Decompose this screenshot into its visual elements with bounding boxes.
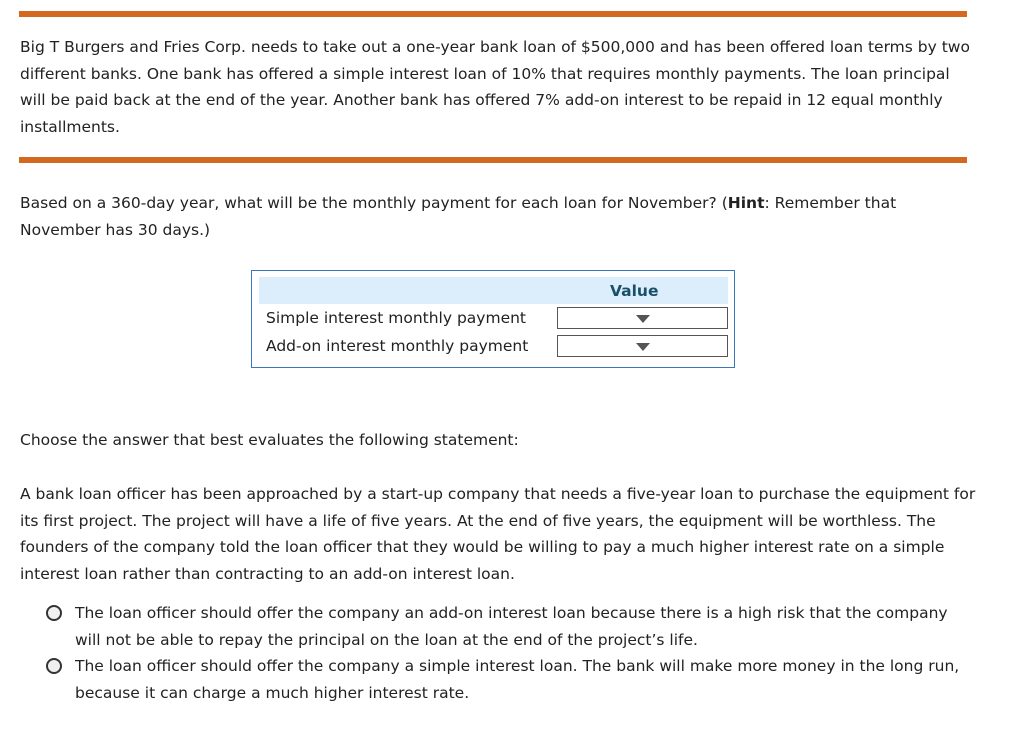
answer-table: [251, 270, 735, 368]
question-paragraph: [20, 190, 980, 243]
add-on-interest-dropdown[interactable]: [557, 335, 728, 357]
answer-option-text: The loan officer should offer the company a simple interest loan. The bank will make more money in the long run, because it can charge a much higher interest rate.: [75, 657, 960, 702]
question-text-before: Based on a 360-day year, what will be the monthly payment for each loan for November? (: [20, 194, 728, 212]
chevron-down-icon: [636, 315, 650, 323]
radio-button[interactable]: [46, 605, 62, 621]
row-label-simple-interest: Simple interest monthly payment: [266, 309, 527, 327]
row-label-add-on-interest: Add-on interest monthly payment: [266, 337, 529, 355]
top-divider: [19, 11, 967, 17]
radio-button[interactable]: [46, 658, 62, 674]
question-text-after: : Remember that November has 30 days.): [20, 194, 897, 239]
intro-paragraph: Big T Burgers and Fries Corp. needs to take out a one-year bank loan of $500,000 and has been offered loan terms by two different banks. One bank has offered a simple interest loan of 10% that requires monthly payments. The loan principal will be paid back at the end of the year. Another bank has offered 7% add-on interest to be repaid in 12 equal monthly installments.: [20, 38, 970, 136]
answer-option-text: The loan officer should offer the company an add-on interest loan because there is a high risk that the company will not be able to repay the principal on the loan at the end of the project’s life.: [75, 604, 948, 649]
middle-divider: [19, 157, 967, 163]
scenario-paragraph: A bank loan officer has been approached by a start-up company that needs a five-year loan to purchase the equipment for its first project. The project will have a life of five years. At the end of five years, the equipment will be worthless. The founders of the company told the loan officer that they would be willing to pay a much higher interest rate on a simple interest loan rather than contracting to an add-on interest loan.: [20, 485, 976, 583]
simple-interest-dropdown[interactable]: [557, 307, 728, 329]
hint-label: Hint: [727, 194, 765, 212]
prompt-text: Choose the answer that best evaluates the following statement:: [20, 431, 519, 449]
value-column-header: Value: [610, 282, 659, 300]
chevron-down-icon: [636, 343, 650, 351]
